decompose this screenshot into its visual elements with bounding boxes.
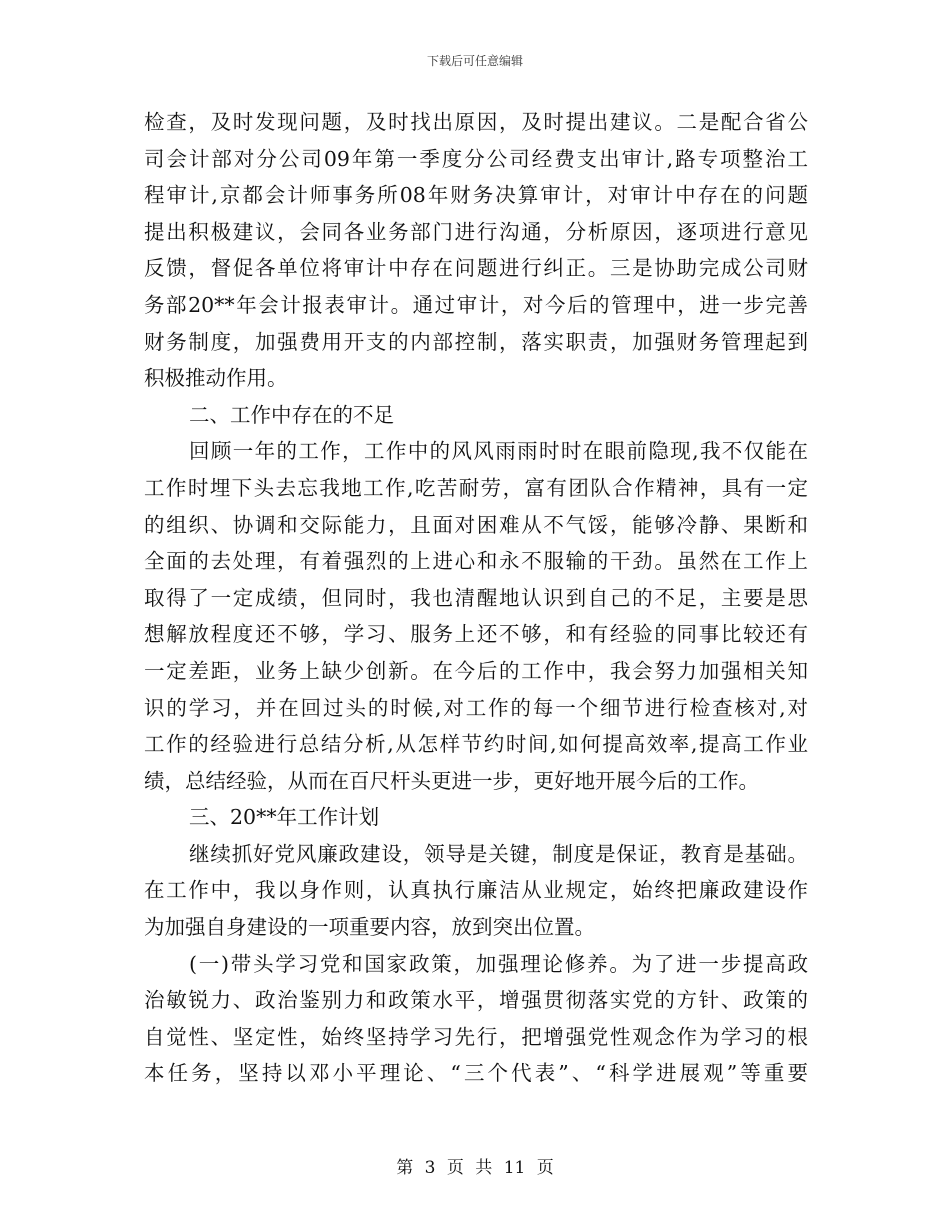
- text-line: 自觉性、坚定性，始终坚持学习先行，把增强党性观念作为学习的根: [144, 1024, 808, 1049]
- text-line: 在工作中，我以身作则，认真执行廉洁从业规定，始终把廉政建设作: [144, 878, 808, 903]
- text-line: 反馈，督促各单位将审计中存在问题进行纠正。三是协助完成公司财: [144, 256, 808, 281]
- text-line: 司会计部对分公司09年第一季度分公司经费支出审计,路专项整治工: [144, 146, 808, 171]
- text-line: 取得了一定成绩，但同时，我也清醒地认识到自己的不足，主要是思: [144, 585, 808, 610]
- text-line: 工作的经验进行总结分析,从怎样节约时间,如何提高效率,提高工作业: [144, 732, 808, 757]
- section-heading: 二、工作中存在的不足: [189, 402, 394, 427]
- text-line: 提出积极建议，会同各业务部门进行沟通，分析原因，逐项进行意见: [144, 219, 808, 244]
- text-line: 一定差距，业务上缺少创新。在今后的工作中，我会努力加强相关知: [144, 658, 808, 683]
- text-line: 绩，总结经验，从而在百尺杆头更进一步，更好地开展今后的工作。: [144, 768, 759, 793]
- text-line: 工作时埋下头去忘我地工作,吃苦耐劳，富有团队合作精神，具有一定: [144, 475, 808, 500]
- text-line: 继续抓好党风廉政建设，领导是关键，制度是保证，教育是基础。: [189, 841, 808, 866]
- page-header: 下载后可任意编辑: [426, 54, 523, 68]
- text-line: 全面的去处理，有着强烈的上进心和永不服输的干劲。虽然在工作上: [144, 549, 808, 574]
- text-line: 程审计,京都会计师事务所08年财务决算审计，对审计中存在的问题: [144, 183, 808, 208]
- text-line: 财务制度，加强费用开支的内部控制，落实职责，加强财务管理起到: [144, 329, 808, 354]
- text-line: 检查，及时发现问题，及时找出原因，及时提出建议。二是配合省公: [144, 110, 808, 134]
- text-line: 本任务，坚持以邓小平理论、“三个代表”、“科学进展观”等重要: [144, 1061, 808, 1086]
- text-line: 回顾一年的工作，工作中的风风雨雨时时在眼前隐现,我不仅能在: [189, 439, 808, 464]
- page-number: 第 3 页 共 11 页: [396, 1158, 554, 1178]
- text-line: 想解放程度还不够，学习、服务上还不够，和有经验的同事比较还有: [144, 622, 808, 647]
- text-line: 为加强自身建设的一项重要内容，放到突出位置。: [144, 915, 595, 940]
- document-body: [144, 104, 808, 1092]
- section-heading: 三、20**年工作计划: [189, 805, 380, 830]
- text-line: 识的学习，并在回过头的时候,对工作的每一个细节进行检查核对,对: [144, 695, 808, 720]
- text-line: 务部20**年会计报表审计。通过审计，对今后的管理中，进一步完善: [144, 292, 808, 317]
- text-line: 的组织、协调和交际能力，且面对困难从不气馁，能够冷静、果断和: [144, 512, 808, 537]
- text-line: 积极推动作用。: [144, 366, 288, 391]
- text-line: 治敏锐力、政治鉴别力和政策水平，增强贯彻落实党的方针、政策的: [144, 988, 808, 1013]
- text-line: (一)带头学习党和国家政策，加强理论修养。为了进一步提高政: [189, 951, 808, 976]
